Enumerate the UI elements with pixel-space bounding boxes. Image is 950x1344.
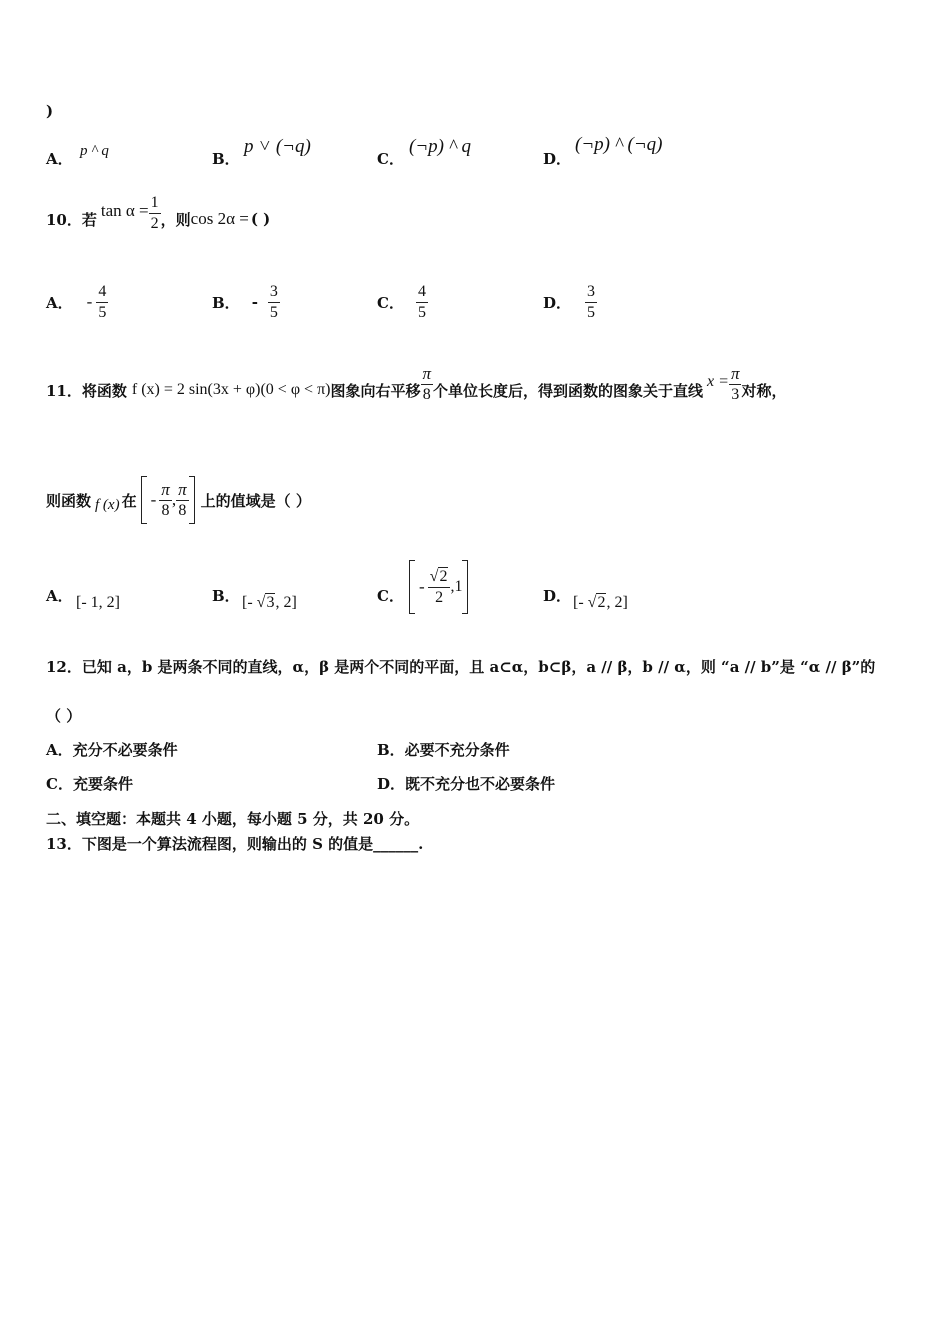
q9-option-a-math: p ^ q <box>80 143 109 159</box>
q11-interval-left-numerator: π <box>161 480 170 499</box>
q10-mid: ，则 <box>160 210 191 229</box>
q11-line-lhs: x = <box>707 373 729 390</box>
q11-option-d-math <box>573 594 628 612</box>
q11-option-b-radicand: 3 <box>266 594 275 611</box>
q9-option-d-math: (¬p) ^ (¬q) <box>575 134 663 155</box>
q10-condition-fraction <box>149 195 161 232</box>
q11-interval-comma: , <box>171 490 177 509</box>
q11-shift-fraction <box>421 365 434 403</box>
q10-option-a-label: A． <box>46 293 73 312</box>
q10-option-d-numerator: 3 <box>585 284 597 303</box>
q13-stem: 13．下图是一个算法流程图，则输出的 S 的值是______. <box>46 835 424 853</box>
q12-paren: （ ） <box>46 707 82 725</box>
q10-option-d-label: D． <box>543 293 572 312</box>
q11-option-c-numerator: √2 <box>428 569 451 588</box>
q10-tail: ( ) <box>250 210 271 228</box>
q12-stem: 12．已知 a，b 是两条不同的直线，α，β 是两个不同的平面，且 a⊂α，b⊂β，a // β，b // α，则 “a // b”是 “α // β”的 <box>46 658 876 676</box>
q12-option-b: B．必要不充分条件 <box>377 741 510 759</box>
q10-condition-denominator: 2 <box>150 214 159 232</box>
q10-option-a-fraction <box>96 284 108 321</box>
q11-text-3: 对称， <box>741 381 787 400</box>
q11-function: f (x) = 2 sin(3x + φ)(0 < φ < π) <box>131 381 331 398</box>
q11-interval-right-denominator: 8 <box>178 502 187 519</box>
q11-text-2: 个单位长度后，得到函数的图象关于直线 <box>433 381 704 400</box>
q9-option-b-math: p ˅ (¬q) <box>244 136 311 157</box>
q10-option-c-denominator: 5 <box>417 303 426 321</box>
q11-shift-denominator: 8 <box>422 386 431 403</box>
section-2-heading: 二、填空题：本题共 4 小题，每小题 5 分，共 20 分。 <box>46 810 420 828</box>
q11-text-1: 图象向右平移 <box>330 381 421 400</box>
q10-option-d-denominator: 5 <box>587 303 596 321</box>
q11-text-4: 上的值域是（ ） <box>200 491 311 510</box>
q11-option-c-label: C． <box>377 587 404 605</box>
q11-option-b-label: B． <box>212 587 240 605</box>
q11-option-b-pre: [- <box>242 594 257 611</box>
q12-option-d: D．既不充分也不必要条件 <box>377 775 556 793</box>
q10-option-b-numerator: 3 <box>268 284 280 303</box>
q11-option-c-left-bracket <box>409 560 415 614</box>
q9-option-a-label: A． <box>46 150 73 168</box>
q10-condition-numerator: 1 <box>149 195 161 214</box>
q10-option-c-fraction <box>416 284 428 321</box>
q11-option-c-post: ,1 <box>450 578 463 595</box>
q11-interval-right-fraction <box>176 481 189 519</box>
q11-option-d-radicand: 2 <box>597 594 606 611</box>
q11-option-c-radicand: 2 <box>439 567 448 585</box>
q12-option-a: A．充分不必要条件 <box>46 741 178 759</box>
q10-option-d <box>543 278 597 326</box>
q11-option-a-math: [- 1, 2] <box>76 594 120 611</box>
q10-option-b-label: B． <box>212 293 240 312</box>
q11-option-b-math <box>242 594 297 612</box>
q12-option-c: C．充要条件 <box>46 775 133 793</box>
q11-option-d-post: , 2] <box>606 594 628 611</box>
q11-option-c-denominator: 2 <box>435 588 444 606</box>
q11-line2-start: 则函数 <box>46 491 92 510</box>
q11-interval-left-denominator: 8 <box>161 502 170 519</box>
q11-option-a-label: A． <box>46 587 73 605</box>
q10-option-b <box>212 278 280 326</box>
q10-option-b-fraction <box>268 284 280 321</box>
q10-option-c <box>377 278 428 326</box>
q11-option-d-sqrt-sign: √ <box>587 594 597 611</box>
q9-option-b-label: B． <box>212 150 240 168</box>
q11-stem-line2 <box>46 474 311 526</box>
q10-option-c-numerator: 4 <box>416 284 428 303</box>
q11-option-c-right-bracket <box>462 560 468 614</box>
q10-option-a-sign: - <box>86 292 93 311</box>
q11-option-c-sign: - <box>419 577 425 596</box>
q9-option-d-label: D． <box>543 150 572 168</box>
q11-option-c-fraction <box>428 569 451 606</box>
q11-fx: f (x) <box>95 496 120 513</box>
q10-option-c-label: C． <box>377 293 404 312</box>
q11-interval-right-numerator: π <box>178 480 187 499</box>
q11-line-denominator: 3 <box>731 386 740 403</box>
q9-option-c-math: (¬p) ^ q <box>409 136 471 157</box>
q10-target: cos 2α = <box>190 209 249 228</box>
q10-option-a <box>46 278 108 326</box>
q10-option-a-denominator: 5 <box>98 303 107 321</box>
q10-number: 10．若 <box>46 210 97 229</box>
q9-option-c-label: C． <box>377 150 404 168</box>
q11-line-numerator: π <box>730 364 740 383</box>
q11-number: 11．将函数 <box>46 381 127 400</box>
q11-option-b-sqrt-sign: √ <box>256 594 266 611</box>
q11-option-b-post: , 2] <box>275 594 297 611</box>
q11-line-fraction <box>729 365 742 403</box>
q10-option-a-numerator: 4 <box>96 284 108 303</box>
q11-option-d-pre: [- <box>573 594 588 611</box>
q11-zai: 在 <box>121 491 137 510</box>
q10-option-d-fraction <box>585 284 597 321</box>
q11-interval-sign: - <box>150 490 157 509</box>
q10-condition-lhs: tan α = <box>100 201 149 220</box>
q11-option-c-math <box>409 560 468 614</box>
q11-interval-left-bracket <box>141 476 147 524</box>
q11-interval-left-fraction <box>159 481 172 519</box>
q11-shift-numerator: π <box>422 364 432 383</box>
q9-tail: ) <box>46 102 54 120</box>
q11-option-d-label: D． <box>543 587 572 605</box>
q10-option-b-denominator: 5 <box>269 303 278 321</box>
q10-option-b-sign: - <box>251 293 258 311</box>
q11-interval-right-bracket <box>189 476 195 524</box>
q11-stem-line1 <box>46 364 787 416</box>
q10-stem <box>46 194 270 244</box>
